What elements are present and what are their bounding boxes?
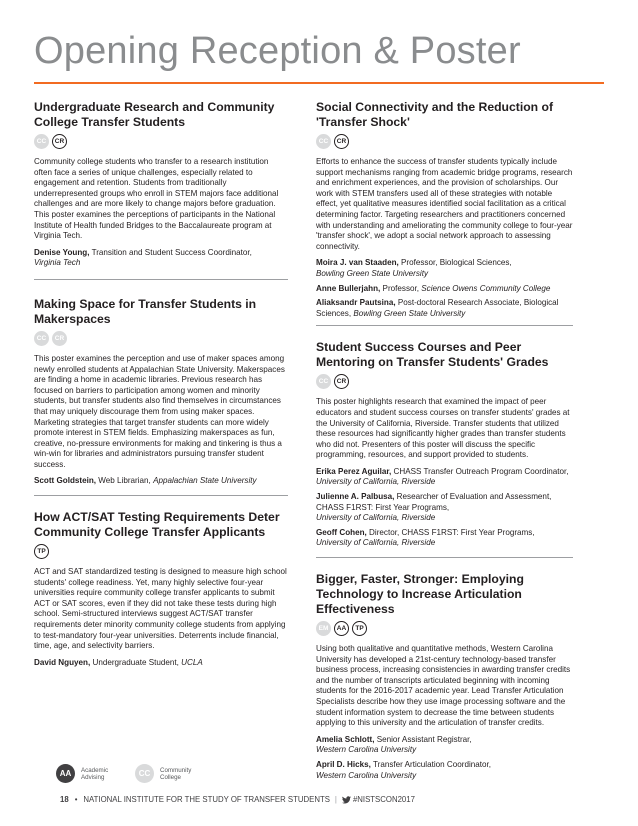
article-undergrad-research [34,100,288,269]
author: Anne Bullerjahn, Professor, Science Owens Community College [316,283,551,293]
article-badges [34,331,288,348]
twitter-bird-icon [342,796,351,804]
article-makerspaces [34,297,288,487]
article-title: Bigger, Faster, Stronger: Employing Technology to Increase Articulation Effectiveness [316,572,524,617]
author: Moira J. van Staaden, Professor, Biological Sciences, Bowling Green State University [316,258,512,278]
footer-org: NATIONAL INSTITUTE FOR THE STUDY OF TRANSFER STUDENTS [83,795,330,804]
badge-em: EM [316,621,331,636]
author: April D. Hicks, Transfer Articulation Coordinator, Western Carolina University [316,759,491,780]
article-bigger-faster [316,572,573,781]
author: Denise Young, Transition and Student Success Coordinator, Virginia Tech [34,247,252,268]
author: Scott Goldstein, Web Librarian, Appalachian State University [34,476,257,486]
article-badges [34,544,288,561]
page-number: 18 [60,795,69,804]
badge-legend [56,764,208,783]
badge-cc: CC [34,331,49,346]
footer-hashtag: #NISTSCON2017 [352,795,415,804]
divider [34,279,288,280]
badge-cc: CC [316,134,331,149]
article-badges [34,134,288,151]
badge-cr: CR [52,331,67,346]
article-title: Undergraduate Research and Community College Transfer Students [34,100,275,129]
badge-cr: CR [334,134,349,149]
divider [34,495,288,496]
article-title: How ACT/SAT Testing Requirements Deter Community College Transfer Applicants [34,510,280,540]
article-body: Using both qualitative and quantitative methods, Western Carolina University has developed a 21st-century technology-based transfer business process, increasing consistencies in awarding transfer credits and the number of transcripts articulated beginning with incoming students for the 2016-2017 academic year. Lead Transfer Articulation Specialists describe how they use image processing software and the student information system to decrease the time between students applying to this university and the articulation of transfer credits. [316,644,571,728]
badge-tp: TP [34,544,49,559]
page-footer [60,795,415,804]
author: Erika Perez Aguilar, CHASS Transfer Outreach Program Coordinator, University of California, Riverside [316,466,569,487]
article-social-connectivity [316,100,573,319]
footer-bullet: • [74,795,78,804]
legend-cc-icon: CC [135,764,154,783]
article-badges [316,134,573,151]
author: Aliaksandr Pautsina, Post-doctoral Research Associate, Biological Sciences, Bowling Green State University [316,298,559,318]
article-title: Social Connectivity and the Reduction of 'Transfer Shock' [316,100,554,129]
badge-cr: CR [334,374,349,389]
article-student-success [316,340,573,549]
footer-separator: | [334,795,337,804]
article-body: Community college students who transfer to a research institution often face a series of unique challenges, especially related to engagement and retention. Students from traditionally underrepresented groups who enroll in STEM majors face additional challenges and are more likely to change majors before graduation. This poster examines the perceptions of participants in the National Institute of Health funded Bridges to the Baccalaureate program at Virginia Tech. [34,157,279,241]
article-body: This poster examines the perception and use of maker spaces among newly enrolled students at Appalachian State University. Makerspaces are finding a home in academic libraries. Previous research has focused on barriers to participation among women and minority students, but transfer students also find themselves in circumstances that may uniquely discourage them from using maker spaces. Marketing strategies that target transfer students can more widely promote interest in STEM fields. Emphasizing makerspaces as fun, creative, no-pressure environments for making and tinkering is thus a win-win for libraries and administrators pursuing transfer student success. [34,353,285,469]
article-badges [316,621,573,638]
divider [316,325,573,326]
legend-aa-icon: AA [56,764,75,783]
page-title: Opening Reception & Poster [34,30,521,72]
badge-cc: CC [316,374,331,389]
article-body: This poster highlights research that examined the impact of peer educators and student success courses on transfer students' grades at the University of California, Riverside. Transfer students that utilized these resources had significantly higher grades than transfer students who did not. Presenters of this poster will discuss the specific programming, resources, and support provided to students. [316,397,570,460]
badge-cc: CC [34,134,49,149]
article-title: Student Success Courses and Peer Mentoring on Transfer Students' Grades [316,340,549,370]
article-body: ACT and SAT standardized testing is designed to measure high school students' college readiness. Yet, many highly selective four-year universities require community college transfer applicants to submit ACT or SAT scores, even if they did not take these tests during high school. Semi-structured interviews suggest ACT/SAT transfer requirements deter minority community college students from applying to test-mandatory four-year universities. Deterrents include financial, time, age, and selectivity barriers. [34,567,287,651]
author: Julienne A. Palbusa, Researcher of Evaluation and Assessment, CHASS F1RST: First Year Programs, University of California, Riverside [316,492,552,523]
author: Geoff Cohen, Director, CHASS F1RST: First Year Programs, University of California, Riverside [316,527,535,548]
title-rule [34,82,604,84]
article-act-sat [34,510,288,668]
left-column [34,100,288,672]
badge-tp: TP [352,621,367,636]
article-body: Efforts to enhance the success of transfer students typically include support mechanisms ranging from academic bridge programs, research and enrichment experiences, and the provision of scholarships. Our work with STEM transfers used all of these strategies with notable effect, yet qualitative measures identified social facilitation as a critical determining factor. Targeting researchers and practitioners concerned with understanding and ameliorating the community college to four-year 'transfer shock', we adopt a social network approach to assessing connectivity. [316,157,573,251]
author: Amelia Schlott, Senior Assistant Registrar, Western Carolina University [316,734,472,755]
legend-cc-label: Community College [160,766,192,781]
divider [316,557,573,558]
article-title: Making Space for Transfer Students in Makerspaces [34,296,257,326]
right-column [316,100,573,785]
article-badges [316,374,573,391]
badge-aa: AA [334,621,349,636]
legend-aa-label: Academic Advising [81,766,109,781]
badge-cr: CR [52,134,67,149]
author: David Nguyen, Undergraduate Student, UCLA [34,657,203,667]
